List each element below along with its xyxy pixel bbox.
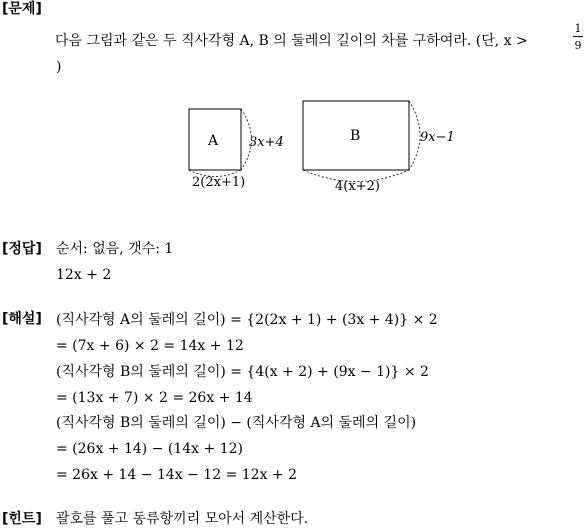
problem-text: 다음 그림과 같은 두 직사각형 A, B 의 둘레의 길이의 차를 구하여라. (단, x > bbox=[55, 33, 528, 49]
answer-meta: 순서: 없음, 갯수: 1 bbox=[56, 241, 174, 257]
solution-line: = (26x + 14) − (14x + 12) bbox=[56, 441, 243, 457]
problem-text-close: ) bbox=[56, 59, 62, 75]
fraction-numerator: 1 bbox=[574, 22, 582, 35]
rectangle-b-label: B bbox=[350, 128, 361, 144]
solution-line: = (13x + 7) × 2 = 26x + 14 bbox=[56, 390, 253, 406]
answer-label: [정답] bbox=[2, 241, 42, 257]
fraction-denominator: 9 bbox=[574, 39, 582, 52]
solution-line: (직사각형 A의 둘레의 길이) = {2(2x + 1) + (3x + 4)} × 2 bbox=[56, 312, 438, 328]
problem-label: [문제] bbox=[2, 1, 42, 17]
solution-line: (직사각형 B의 둘레의 길이) = {4(x + 2) + (9x − 1)} × 2 bbox=[56, 364, 429, 380]
rectangle-a-label: A bbox=[208, 133, 219, 149]
solution-label: [해설] bbox=[2, 311, 42, 327]
rectangle-a-width-label: 2(2x+1) bbox=[192, 175, 246, 190]
rectangle-b-height-label: 9x−1 bbox=[420, 130, 455, 145]
rectangle-a-height-label: 3x+4 bbox=[249, 135, 284, 150]
solution-line: (직사각형 B의 둘레의 길이) − (직사각형 A의 둘레의 길이) bbox=[56, 415, 417, 431]
hint-text: 괄호를 풀고 동류항끼리 모아서 계산한다. bbox=[56, 511, 309, 527]
rectangle-b-height-brace bbox=[409, 101, 420, 170]
solution-line: = 26x + 14 − 14x − 12 = 12x + 2 bbox=[56, 467, 298, 483]
rectangle-b-width-label: 4(x+2) bbox=[335, 179, 380, 194]
answer-value: 12x + 2 bbox=[56, 267, 112, 283]
hint-label: [힌트] bbox=[2, 511, 42, 527]
solution-line: = (7x + 6) × 2 = 14x + 12 bbox=[56, 338, 244, 354]
